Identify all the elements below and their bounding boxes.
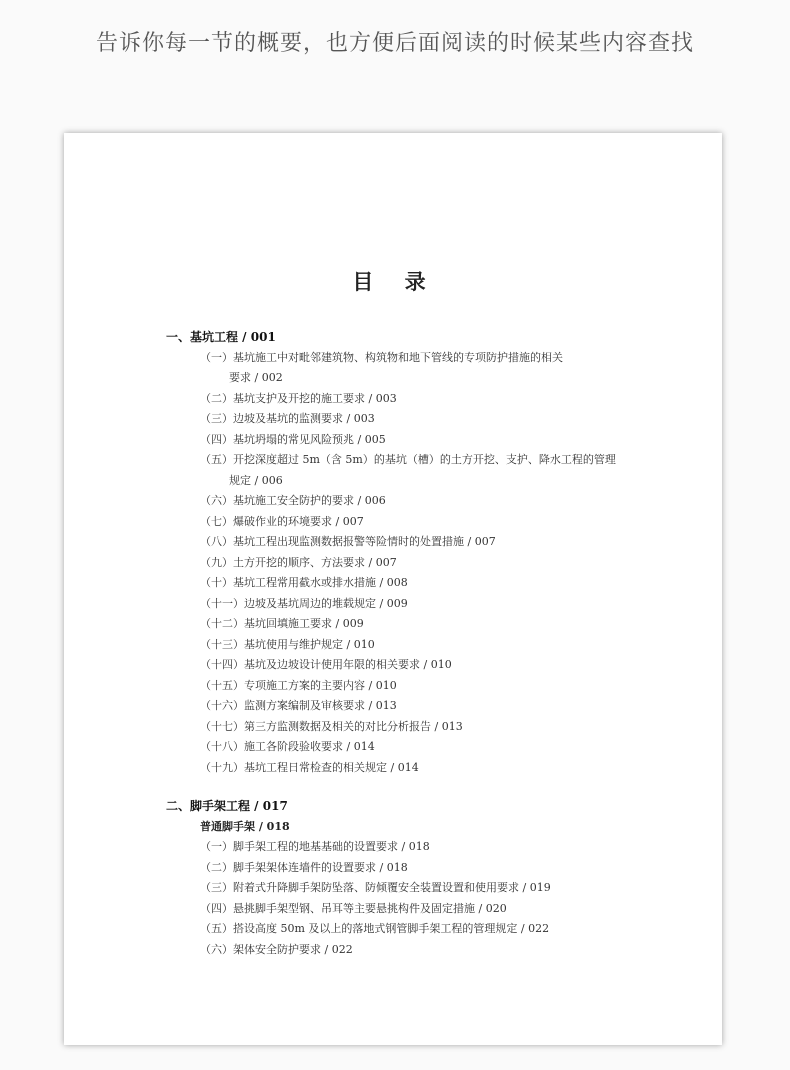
- toc-entry[interactable]: （二）脚手架架体连墙件的设置要求 / 018: [200, 860, 408, 874]
- toc-entry[interactable]: （六）基坑施工安全防护的要求 / 006: [200, 494, 386, 507]
- toc-entry[interactable]: （九）土方开挖的顺序、方法要求 / 007: [200, 555, 397, 569]
- toc-entry-continuation[interactable]: 规定 / 006: [229, 473, 283, 487]
- toc-section-heading[interactable]: 二、脚手架工程 / 017: [166, 799, 288, 813]
- toc-entry[interactable]: （十三）基坑使用与维护规定 / 010: [200, 637, 375, 651]
- toc-entry[interactable]: （十二）基坑回填施工要求 / 009: [200, 617, 364, 630]
- toc-entry[interactable]: （五）开挖深度超过 5m（含 5m）的基坑（槽）的土方开挖、支护、降水工程的管理: [200, 453, 616, 466]
- toc-entry[interactable]: （十四）基坑及边坡设计使用年限的相关要求 / 010: [200, 658, 452, 671]
- toc-entry[interactable]: （十六）监测方案编制及审核要求 / 013: [200, 699, 397, 712]
- toc-entry[interactable]: （四）基坑坍塌的常见风险预兆 / 005: [200, 432, 386, 446]
- toc-entry[interactable]: （五）搭设高度 50m 及以上的落地式钢管脚手架工程的管理规定 / 022: [200, 922, 550, 935]
- toc-entry[interactable]: （一）脚手架工程的地基基础的设置要求 / 018: [200, 840, 430, 853]
- toc-entry-continuation[interactable]: 要求 / 002: [229, 371, 283, 384]
- toc-entry[interactable]: （十一）边坡及基坑周边的堆载规定 / 009: [200, 596, 408, 610]
- toc-entry[interactable]: （十七）第三方监测数据及相关的对比分析报告 / 013: [200, 719, 463, 733]
- toc-entry[interactable]: （四）悬挑脚手架型钢、吊耳等主要悬挑构件及固定措施 / 020: [200, 901, 507, 915]
- toc-entry[interactable]: （三）附着式升降脚手架防坠落、防倾覆安全装置设置和使用要求 / 019: [200, 881, 551, 894]
- toc-entry[interactable]: （六）架体安全防护要求 / 022: [200, 942, 353, 956]
- toc-section-heading[interactable]: 一、基坑工程 / 001: [166, 330, 276, 344]
- page-title: 目 录: [352, 269, 438, 294]
- toc-entry[interactable]: （十八）施工各阶段验收要求 / 014: [200, 740, 375, 753]
- toc-entry[interactable]: （十九）基坑工程日常检查的相关规定 / 014: [200, 760, 419, 774]
- toc-subsection[interactable]: 普通脚手架 / 018: [200, 819, 290, 833]
- toc-entry[interactable]: （七）爆破作业的环境要求 / 007: [200, 514, 364, 528]
- toc-entry[interactable]: （八）基坑工程出现监测数据报警等险情时的处置措施 / 007: [200, 535, 496, 548]
- banner-caption: 告诉你每一节的概要，也方便后面阅读的时候某些内容查找: [95, 31, 694, 56]
- toc-entry[interactable]: （十）基坑工程常用截水或排水措施 / 008: [200, 576, 408, 589]
- toc-entry[interactable]: （一）基坑施工中对毗邻建筑物、构筑物和地下管线的专项防护措施的相关: [200, 350, 563, 364]
- toc-entry[interactable]: （二）基坑支护及开挖的施工要求 / 003: [200, 391, 397, 405]
- toc-entry[interactable]: （三）边坡及基坑的监测要求 / 003: [200, 412, 375, 425]
- toc-entry[interactable]: （十五）专项施工方案的主要内容 / 010: [200, 678, 397, 692]
